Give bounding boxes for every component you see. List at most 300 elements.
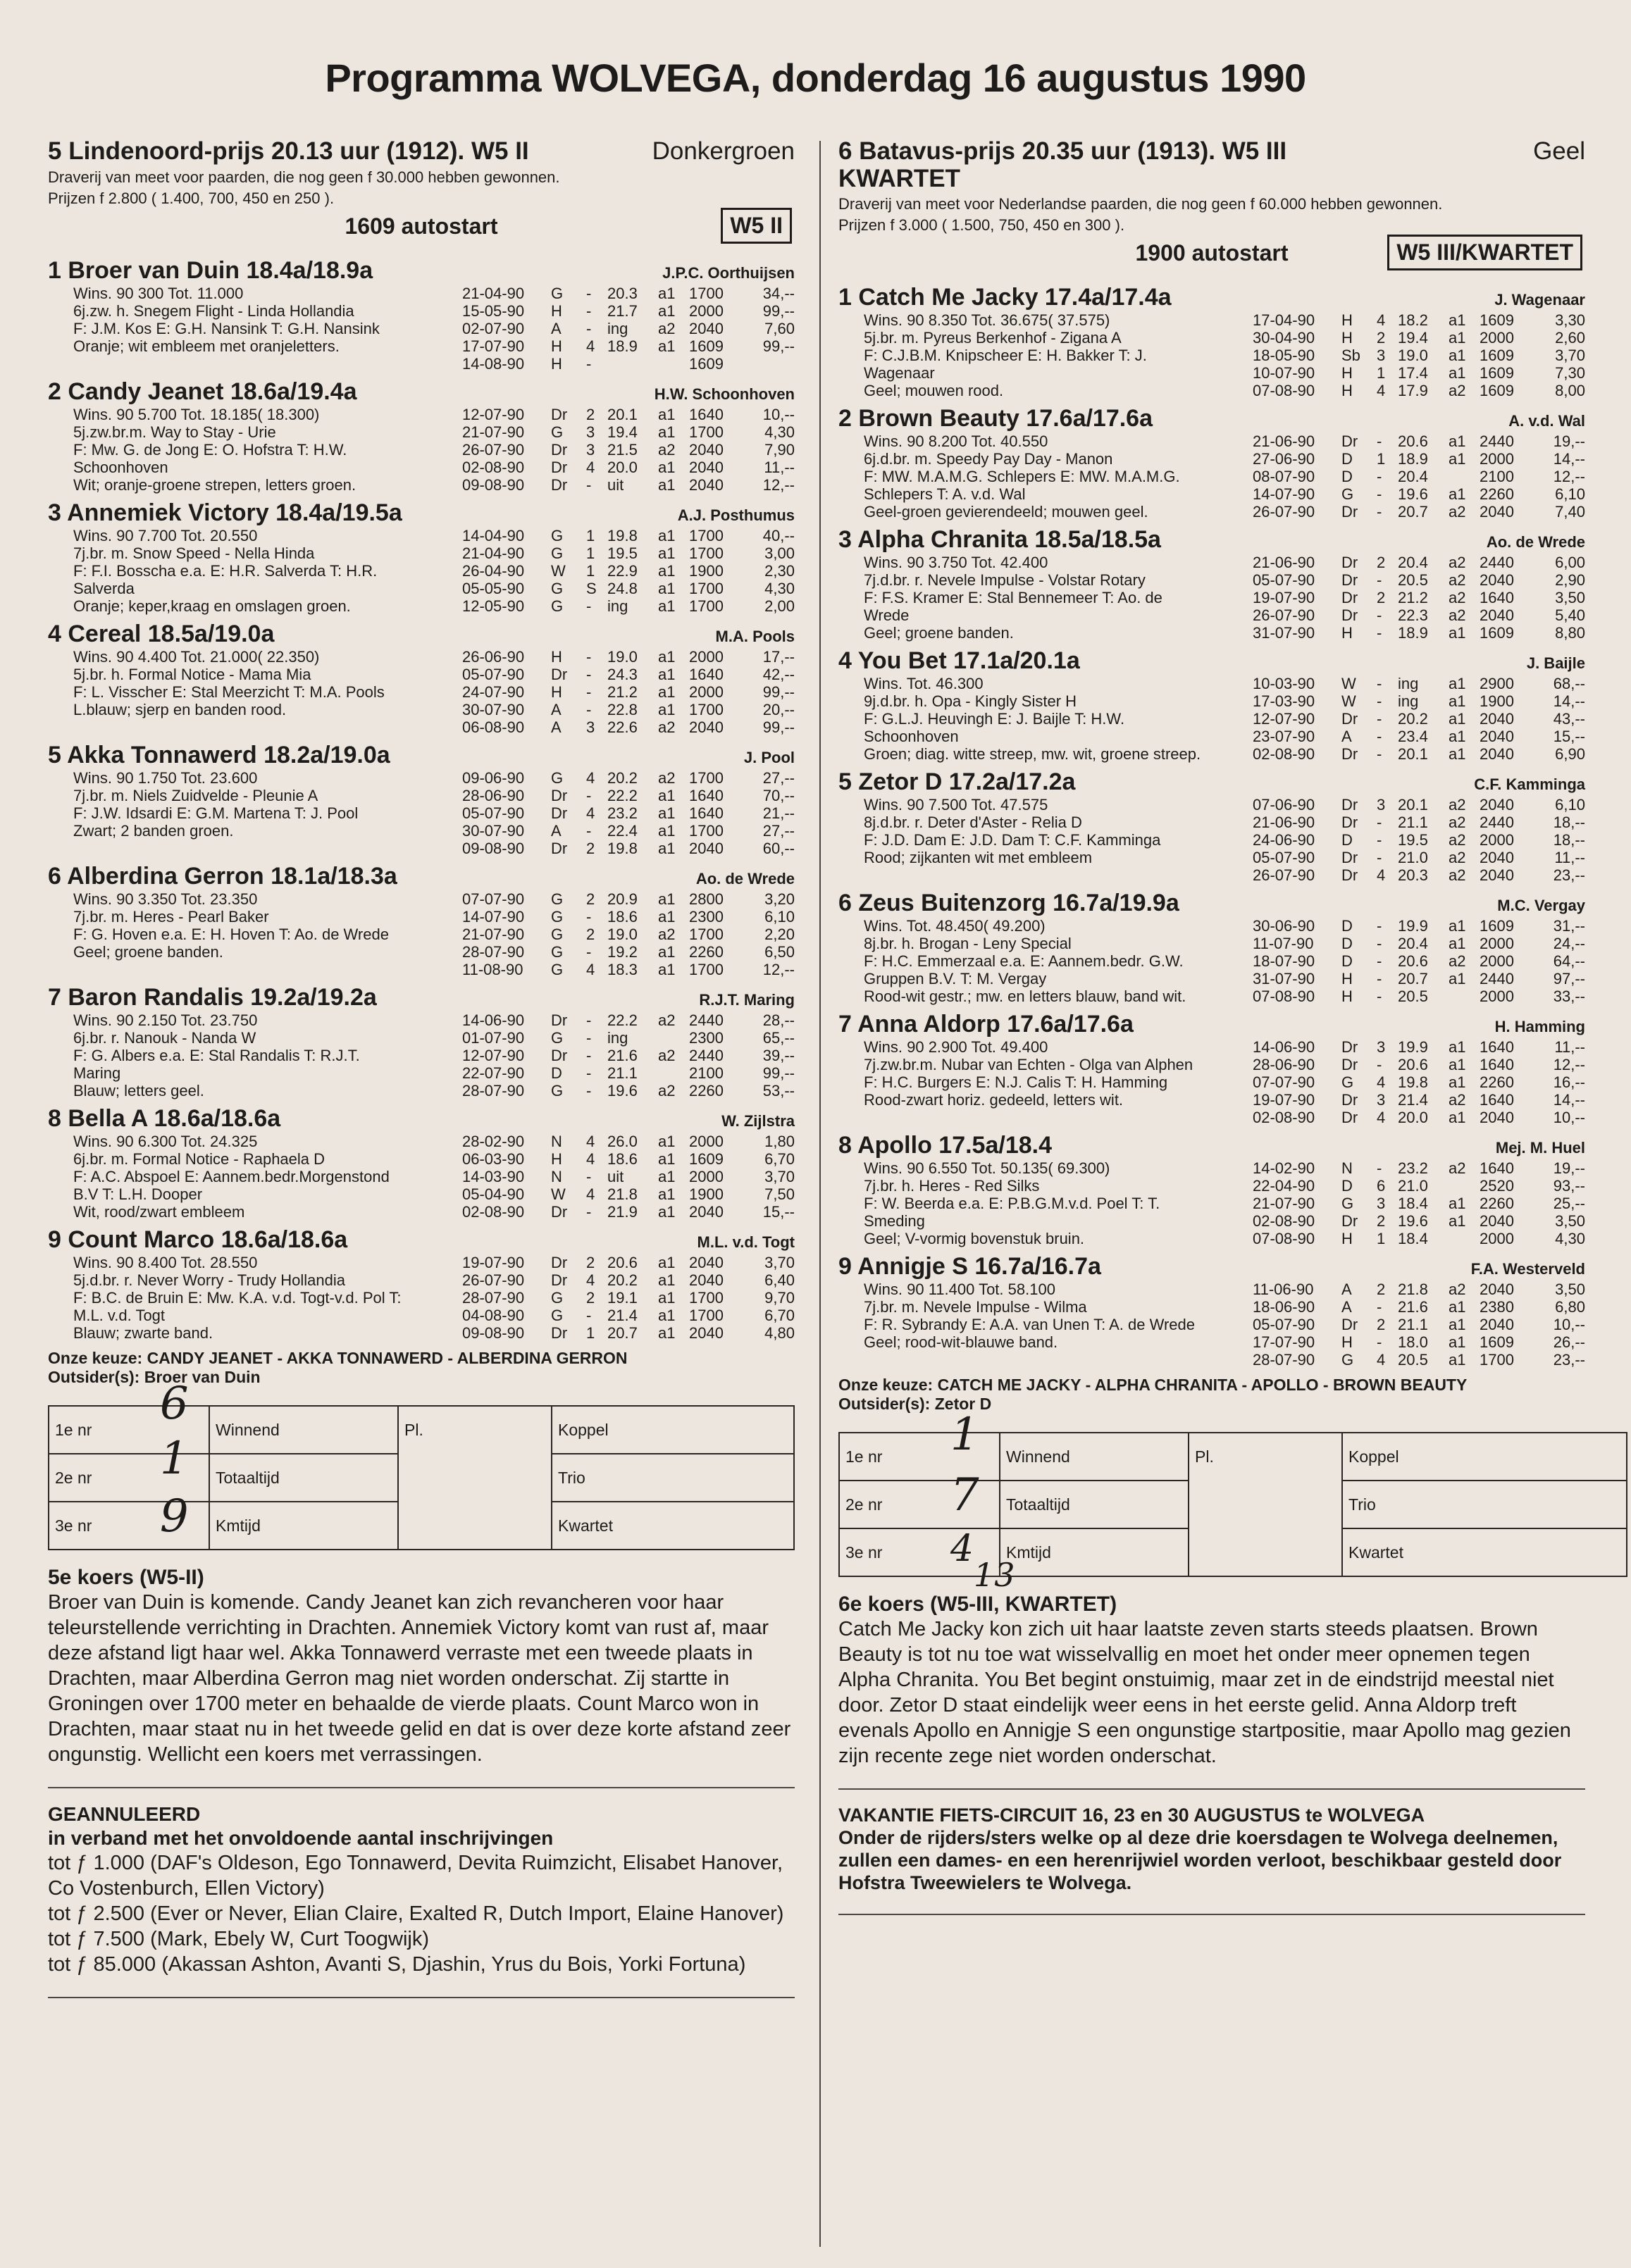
- form-cell: ing: [607, 597, 628, 615]
- horse-info: [48, 890, 462, 978]
- form-cell: 20.9: [607, 890, 638, 908]
- horse-entry: [48, 742, 795, 857]
- horse-form: [462, 769, 795, 857]
- horse-info-line: Wins. 90 6.300 Tot. 24.325: [73, 1133, 258, 1150]
- horse-body: [48, 406, 795, 494]
- form-cell: 2000: [1480, 935, 1514, 952]
- horse-info-line: 7j.d.br. r. Nevele Impulse - Volstar Rotary: [864, 571, 1146, 589]
- form-cell: Dr: [551, 804, 568, 822]
- form-cell: H: [551, 337, 562, 355]
- form-row: [1253, 692, 1585, 710]
- form-cell: a1: [1449, 450, 1466, 468]
- horse-trainer: F.A. Westerveld: [1470, 1260, 1585, 1278]
- form-cell: Dr: [1341, 606, 1358, 624]
- horse-info-line: 8j.br. h. Brogan - Leny Special: [864, 935, 1072, 952]
- horse-name: 7 Anna Aldorp 17.6a/17.6a: [838, 1011, 1134, 1038]
- horse-entry: [48, 499, 795, 615]
- form-cell: a1: [658, 1289, 676, 1307]
- form-cell: 42,--: [762, 666, 795, 683]
- kwartet-label: Kwartet: [1342, 1528, 1627, 1576]
- horse-info-line: F: C.J.B.M. Knipscheer E: H. Bakker T: J.: [864, 347, 1147, 364]
- form-cell: 2800: [689, 890, 724, 908]
- form-cell: -: [1377, 917, 1382, 935]
- horse-header: [838, 405, 1585, 432]
- our-choice: Onze keuze: CANDY JEANET - AKKA TONNAWERD - ALBERDINA GERRON: [48, 1349, 628, 1367]
- form-cell: 2440: [1480, 970, 1514, 987]
- form-row: [462, 1271, 795, 1289]
- horse-info-line: Wit; oranje-groene strepen, letters groen.: [73, 476, 356, 494]
- form-cell: 20.4: [1398, 468, 1428, 485]
- form-cell: a1: [1449, 624, 1466, 642]
- form-cell: a1: [1449, 710, 1466, 728]
- horse-form: [1253, 796, 1585, 884]
- form-cell: 17-04-90: [1253, 311, 1315, 329]
- form-row: [462, 406, 795, 423]
- form-cell: 53,--: [762, 1082, 795, 1099]
- form-cell: 21.2: [607, 683, 638, 701]
- race-column-right: [838, 137, 1585, 1929]
- form-cell: a1: [658, 683, 676, 701]
- horse-info-line: Salverda: [73, 580, 135, 597]
- totaaltijd-label: Totaaltijd: [1000, 1481, 1189, 1528]
- form-cell: Dr: [1341, 1056, 1358, 1073]
- form-cell: 20.5: [1398, 1351, 1428, 1369]
- form-cell: G: [1341, 485, 1354, 503]
- bike-circuit-text: Onder de rijders/sters welke op al deze drie koersdagen te Wolvega deelnemen, zullen een dames- en een herenrijwiel worden verloot, beschikbaar gesteld door Hofstra Tweewielers te Wolvega.: [838, 1827, 1562, 1893]
- column-divider: [819, 141, 821, 2247]
- form-row: [1253, 468, 1585, 485]
- form-cell: 11,--: [1554, 1038, 1585, 1056]
- race-prizes: Prijzen f 3.000 ( 1.500, 750, 450 en 300 ).: [838, 216, 1125, 234]
- form-cell: 21-07-90: [462, 926, 525, 943]
- form-row: [1253, 624, 1585, 642]
- form-cell: a1: [658, 1324, 676, 1342]
- form-cell: 2,00: [764, 597, 795, 615]
- form-cell: -: [586, 787, 592, 804]
- horse-info-line: Wins. 90 3.350 Tot. 23.350: [73, 890, 258, 908]
- form-cell: 3,20: [764, 890, 795, 908]
- result-cell-1e[interactable]: 1e nr 6: [49, 1406, 209, 1454]
- form-cell: H: [1341, 987, 1353, 1005]
- form-row: [1253, 1298, 1585, 1316]
- form-cell: 20,--: [762, 701, 795, 718]
- form-cell: 17.9: [1398, 382, 1428, 399]
- form-cell: 3,50: [1555, 1212, 1585, 1230]
- form-cell: 4: [586, 1133, 595, 1150]
- form-cell: 14,--: [1553, 1091, 1585, 1109]
- form-cell: Dr: [1341, 589, 1358, 606]
- horse-info-line: Geel-groen gevierendeeld; mouwen geel.: [864, 503, 1148, 521]
- result-cell-3e[interactable]: 3e nr 413: [839, 1528, 1000, 1576]
- horse-trainer: W. Zijlstra: [721, 1112, 795, 1130]
- form-row: [1253, 952, 1585, 970]
- form-cell: 2: [586, 1289, 595, 1307]
- form-cell: 21-07-90: [1253, 1195, 1315, 1212]
- form-cell: 19-07-90: [1253, 589, 1315, 606]
- form-cell: a1: [658, 822, 676, 840]
- form-cell: 21-04-90: [462, 544, 525, 562]
- form-cell: 1640: [1480, 1056, 1514, 1073]
- form-cell: 18.9: [607, 337, 638, 355]
- result-cell-2e[interactable]: 2e nr 1: [49, 1454, 209, 1502]
- form-cell: 6,70: [764, 1150, 795, 1168]
- form-cell: a1: [1449, 1038, 1466, 1056]
- form-cell: a2: [1449, 1281, 1466, 1298]
- form-cell: 19.6: [1398, 485, 1428, 503]
- form-cell: 1609: [1480, 382, 1514, 399]
- form-cell: 19.0: [1398, 347, 1428, 364]
- race-title: 6 Batavus-prijs 20.35 uur (1913). W5 III: [838, 137, 1287, 165]
- horse-info-line: Wagenaar: [864, 364, 935, 382]
- our-choice: Onze keuze: CATCH ME JACKY - ALPHA CHRANITA - APOLLO - BROWN BEAUTY: [838, 1376, 1468, 1394]
- form-cell: 2040: [689, 718, 724, 736]
- form-cell: H: [1341, 364, 1353, 382]
- form-cell: -: [586, 1203, 592, 1221]
- horse-info-line: Geel; groene banden.: [73, 943, 223, 961]
- form-cell: G: [551, 1082, 564, 1099]
- form-cell: 31-07-90: [1253, 970, 1315, 987]
- form-cell: 2: [1377, 1212, 1386, 1230]
- form-cell: 11,--: [1554, 849, 1585, 866]
- horse-info-line: Wins. 90 5.700 Tot. 18.185( 18.300): [73, 406, 320, 423]
- horse-info: [838, 432, 1253, 521]
- form-cell: A: [1341, 1281, 1352, 1298]
- form-cell: 1609: [689, 1150, 724, 1168]
- horse-info-line: F: G. Hoven e.a. E: H. Hoven T: Ao. de Wrede: [73, 926, 389, 943]
- form-cell: -: [586, 320, 592, 337]
- form-row: [1253, 987, 1585, 1005]
- form-cell: Dr: [1341, 796, 1358, 814]
- form-cell: a1: [1449, 917, 1466, 935]
- form-cell: 34,--: [762, 285, 795, 302]
- form-cell: W: [1341, 692, 1356, 710]
- bike-circuit-title: VAKANTIE FIETS-CIRCUIT 16, 23 en 30 AUGUSTUS te WOLVEGA: [838, 1805, 1425, 1826]
- horse-info-line: F: L. Visscher E: Stal Meerzicht T: M.A. Pools: [73, 683, 385, 701]
- form-cell: 2440: [689, 1011, 724, 1029]
- form-cell: 19.6: [1398, 1212, 1428, 1230]
- form-cell: Dr: [551, 459, 568, 476]
- form-cell: 15,--: [1553, 728, 1585, 745]
- form-cell: a1: [658, 804, 676, 822]
- form-cell: 2260: [689, 1082, 724, 1099]
- form-cell: 21.8: [1398, 1281, 1428, 1298]
- form-cell: 11-06-90: [1253, 1281, 1314, 1298]
- form-cell: 18.6: [607, 1150, 638, 1168]
- form-cell: 17-07-90: [1253, 1333, 1315, 1351]
- form-cell: 2260: [689, 943, 724, 961]
- form-cell: 10,--: [1553, 1316, 1585, 1333]
- result-cell-1e[interactable]: 1e nr 1: [839, 1433, 1000, 1481]
- form-cell: -: [1377, 814, 1382, 831]
- form-cell: 2040: [689, 441, 724, 459]
- form-cell: a1: [658, 943, 676, 961]
- form-cell: 2040: [1480, 849, 1514, 866]
- form-cell: 6,10: [764, 908, 795, 926]
- form-cell: 70,--: [762, 787, 795, 804]
- form-cell: 1: [1377, 1230, 1386, 1247]
- horse-info-line: F: A.C. Abspoel E: Aannem.bedr.Morgenstond: [73, 1168, 390, 1185]
- form-cell: -: [1377, 987, 1382, 1005]
- form-row: [462, 1203, 795, 1221]
- form-cell: G: [551, 527, 564, 544]
- form-cell: G: [551, 961, 564, 978]
- form-cell: 4,30: [764, 580, 795, 597]
- horse-info: [48, 648, 462, 736]
- horse-info: [48, 406, 462, 494]
- horse-entry: [838, 890, 1585, 1005]
- form-cell: 21.0: [1398, 849, 1428, 866]
- form-row: [1253, 485, 1585, 503]
- horse-info-line: Blauw; zwarte band.: [73, 1324, 213, 1342]
- form-cell: 26.0: [607, 1133, 638, 1150]
- result-cell-2e[interactable]: 2e nr 7: [839, 1481, 1000, 1528]
- form-cell: -: [586, 302, 592, 320]
- form-cell: 20.6: [1398, 952, 1428, 970]
- form-cell: 4: [586, 337, 595, 355]
- form-cell: 1700: [689, 1307, 724, 1324]
- form-cell: 27,--: [762, 822, 795, 840]
- form-cell: -: [586, 1082, 592, 1099]
- form-cell: 3,70: [764, 1168, 795, 1185]
- form-row: [462, 1185, 795, 1203]
- form-cell: 99,--: [762, 337, 795, 355]
- form-row: [1253, 311, 1585, 329]
- form-row: [462, 527, 795, 544]
- form-cell: [1449, 1230, 1480, 1247]
- form-cell: 3,00: [764, 544, 795, 562]
- horse-body: [48, 285, 795, 373]
- form-cell: 1: [586, 562, 595, 580]
- form-cell: 19.9: [1398, 917, 1428, 935]
- form-cell: -: [1377, 624, 1382, 642]
- form-cell: [658, 1064, 689, 1082]
- form-cell: -: [1377, 1298, 1382, 1316]
- form-cell: 22.3: [1398, 606, 1428, 624]
- form-cell: 16,--: [1553, 1073, 1585, 1091]
- form-cell: a1: [658, 1168, 676, 1185]
- form-cell: 2: [1377, 329, 1386, 347]
- result-cell-3e[interactable]: 3e nr 9: [49, 1502, 209, 1550]
- form-row: [1253, 1195, 1585, 1212]
- form-cell: 8,00: [1555, 382, 1585, 399]
- form-cell: 21.8: [607, 1185, 638, 1203]
- form-cell: Dr: [551, 666, 568, 683]
- form-cell: Dr: [551, 1047, 568, 1064]
- form-row: [462, 787, 795, 804]
- form-cell: 2040: [689, 476, 724, 494]
- start-type: 1609 autostart: [345, 213, 498, 239]
- form-cell: 3: [586, 423, 595, 441]
- form-cell: -: [586, 1064, 592, 1082]
- form-cell: 2300: [689, 908, 724, 926]
- form-cell: -: [586, 1307, 592, 1324]
- horse-info-line: F: J.M. Kos E: G.H. Nansink T: G.H. Nansink: [73, 320, 380, 337]
- form-cell: 99,--: [762, 718, 795, 736]
- form-cell: 1700: [689, 423, 724, 441]
- form-cell: Dr: [1341, 1109, 1358, 1126]
- form-cell: 21.4: [1398, 1091, 1428, 1109]
- horse-info-line: Wins. Tot. 48.450( 49.200): [864, 917, 1046, 935]
- form-row: [462, 1011, 795, 1029]
- form-cell: 28-07-90: [1253, 1351, 1315, 1369]
- form-cell: 2: [586, 840, 595, 857]
- horse-info: [838, 1281, 1253, 1369]
- form-cell: Dr: [551, 441, 568, 459]
- place-label: Pl.: [1189, 1433, 1342, 1576]
- horse-info: [838, 311, 1253, 399]
- form-cell: 20.0: [1398, 1109, 1428, 1126]
- form-cell: 14-08-90: [462, 355, 525, 373]
- horse-info: [48, 769, 462, 857]
- horse-header: [838, 890, 1585, 917]
- form-cell: 4: [586, 961, 595, 978]
- form-row: [1253, 329, 1585, 347]
- form-cell: a1: [1449, 970, 1466, 987]
- form-row: [462, 1047, 795, 1064]
- form-cell: 2260: [1480, 1195, 1514, 1212]
- form-cell: 8,80: [1555, 624, 1585, 642]
- form-cell: Dr: [1341, 1316, 1358, 1333]
- form-row: [462, 666, 795, 683]
- form-cell: 12-07-90: [462, 1047, 525, 1064]
- form-cell: 2040: [1480, 1109, 1514, 1126]
- horse-entry: [48, 257, 795, 373]
- form-cell: 4: [1377, 866, 1386, 884]
- form-cell: 19-07-90: [462, 1254, 525, 1271]
- horse-body: [48, 1133, 795, 1221]
- form-row: [1253, 1109, 1585, 1126]
- form-cell: a1: [658, 580, 676, 597]
- horse-entry: [838, 405, 1585, 521]
- form-cell: -: [1377, 745, 1382, 763]
- form-cell: D: [1341, 935, 1353, 952]
- form-cell: a2: [658, 769, 676, 787]
- form-cell: -: [586, 822, 592, 840]
- form-cell: 27-06-90: [1253, 450, 1315, 468]
- form-cell: Dr: [551, 1203, 568, 1221]
- horse-body: [48, 648, 795, 736]
- form-cell: H: [1341, 1333, 1353, 1351]
- form-cell: -: [586, 1029, 592, 1047]
- result-table: [838, 1408, 1627, 1594]
- form-cell: 23.2: [1398, 1159, 1428, 1177]
- race-prizes: Prijzen f 2.800 ( 1.400, 700, 450 en 250 ).: [48, 189, 335, 207]
- horse-entry: [48, 863, 795, 978]
- form-cell: 20.2: [607, 769, 638, 787]
- form-cell: 14-07-90: [1253, 485, 1315, 503]
- form-cell: a2: [1449, 571, 1466, 589]
- form-cell: 18.9: [1398, 450, 1428, 468]
- horse-header: [838, 768, 1585, 796]
- horse-body: [48, 1011, 795, 1099]
- form-cell: -: [1377, 710, 1382, 728]
- form-cell: 31,--: [1553, 917, 1585, 935]
- form-cell: 24.8: [607, 580, 638, 597]
- form-cell: 2260: [1480, 1073, 1514, 1091]
- form-cell: 2040: [689, 320, 724, 337]
- form-cell: 28-06-90: [1253, 1056, 1315, 1073]
- form-cell: 09-08-90: [462, 476, 525, 494]
- form-cell: 05-04-90: [462, 1185, 525, 1203]
- horse-body: [838, 554, 1585, 642]
- form-cell: 2040: [689, 1254, 724, 1271]
- form-cell: -: [1377, 728, 1382, 745]
- form-cell: 2040: [1480, 1281, 1514, 1298]
- form-cell: 20.6: [607, 1254, 638, 1271]
- form-cell: 24-06-90: [1253, 831, 1315, 849]
- form-row: [462, 1150, 795, 1168]
- horse-name: 1 Catch Me Jacky 17.4a/17.4a: [838, 284, 1172, 311]
- form-row: [1253, 571, 1585, 589]
- form-cell: 2040: [689, 1324, 724, 1342]
- form-cell: a2: [1449, 1091, 1466, 1109]
- form-cell: H: [1341, 382, 1353, 399]
- horse-trainer: M.C. Vergay: [1497, 897, 1585, 914]
- form-row: [1253, 675, 1585, 692]
- form-cell: Dr: [1341, 710, 1358, 728]
- horse-header: [48, 984, 795, 1011]
- form-cell: 21-06-90: [1253, 554, 1315, 571]
- form-cell: 19.4: [607, 423, 638, 441]
- form-row: [462, 337, 795, 355]
- horse-trainer: Ao. de Wrede: [1486, 533, 1585, 551]
- form-cell: 3: [1377, 347, 1386, 364]
- form-cell: 12,--: [1553, 468, 1585, 485]
- horse-info-line: Wins. 90 7.700 Tot. 20.550: [73, 527, 258, 544]
- form-cell: 10,--: [762, 406, 795, 423]
- form-cell: 2100: [1480, 468, 1514, 485]
- form-row: [1253, 1316, 1585, 1333]
- horse-form: [1253, 311, 1585, 399]
- form-cell: 28-07-90: [462, 1082, 525, 1099]
- horse-info-line: 6j.br. m. Formal Notice - Raphaela D: [73, 1150, 325, 1168]
- form-cell: 15-05-90: [462, 302, 525, 320]
- form-cell: a1: [658, 597, 676, 615]
- horse-header: [48, 499, 795, 527]
- form-row: [1253, 1351, 1585, 1369]
- form-cell: -: [1377, 1333, 1382, 1351]
- race-column-left: [48, 137, 795, 2012]
- form-row: [462, 562, 795, 580]
- horse-trainer: H.W. Schoonhoven: [654, 385, 795, 403]
- form-row: [462, 769, 795, 787]
- horse-body: [838, 917, 1585, 1005]
- form-cell: a1: [658, 337, 676, 355]
- start-row: [838, 235, 1585, 278]
- horse-info-line: Wins. 90 8.200 Tot. 40.550: [864, 432, 1048, 450]
- form-row: [1253, 589, 1585, 606]
- horse-trainer: J. Wagenaar: [1494, 291, 1585, 309]
- horse-info-line: Wins. 90 6.550 Tot. 50.135( 69.300): [864, 1159, 1110, 1177]
- form-cell: 1609: [1480, 311, 1514, 329]
- form-cell: 3: [1377, 1038, 1386, 1056]
- form-cell: 2440: [1480, 814, 1514, 831]
- form-cell: a2: [1449, 814, 1466, 831]
- form-cell: 2000: [1480, 987, 1514, 1005]
- form-cell: 23.4: [1398, 728, 1428, 745]
- form-cell: [1449, 468, 1480, 485]
- horse-entry: [838, 1011, 1585, 1126]
- horse-info-line: Gruppen B.V. T: M. Vergay: [864, 970, 1047, 987]
- form-cell: a1: [658, 423, 676, 441]
- race-preview-text: Broer van Duin is komende. Candy Jeanet kan zich revancheren voor haar teleurstellende verrichting in Drachten. Annemiek Victory komt van rust af, maar deze afstand ligt haar wel. Akka Tonnawerd verraste met een tweede plaats in Drachten, maar Alberdina Gerron mag niet worden onderschat. Zij startte in Groningen over 1700 meter en behaalde de vierde plaats. Count Marco won in Drachten, maar staat nu in het tweede gelid en dat is over deze korte afstand zeer ongunstig. Wellicht een koers met verrassingen.: [48, 1591, 791, 1766]
- form-row: [462, 459, 795, 476]
- form-cell: 5,40: [1555, 606, 1585, 624]
- form-cell: G: [551, 597, 564, 615]
- form-row: [1253, 849, 1585, 866]
- form-row: [1253, 606, 1585, 624]
- form-cell: 20.1: [1398, 796, 1428, 814]
